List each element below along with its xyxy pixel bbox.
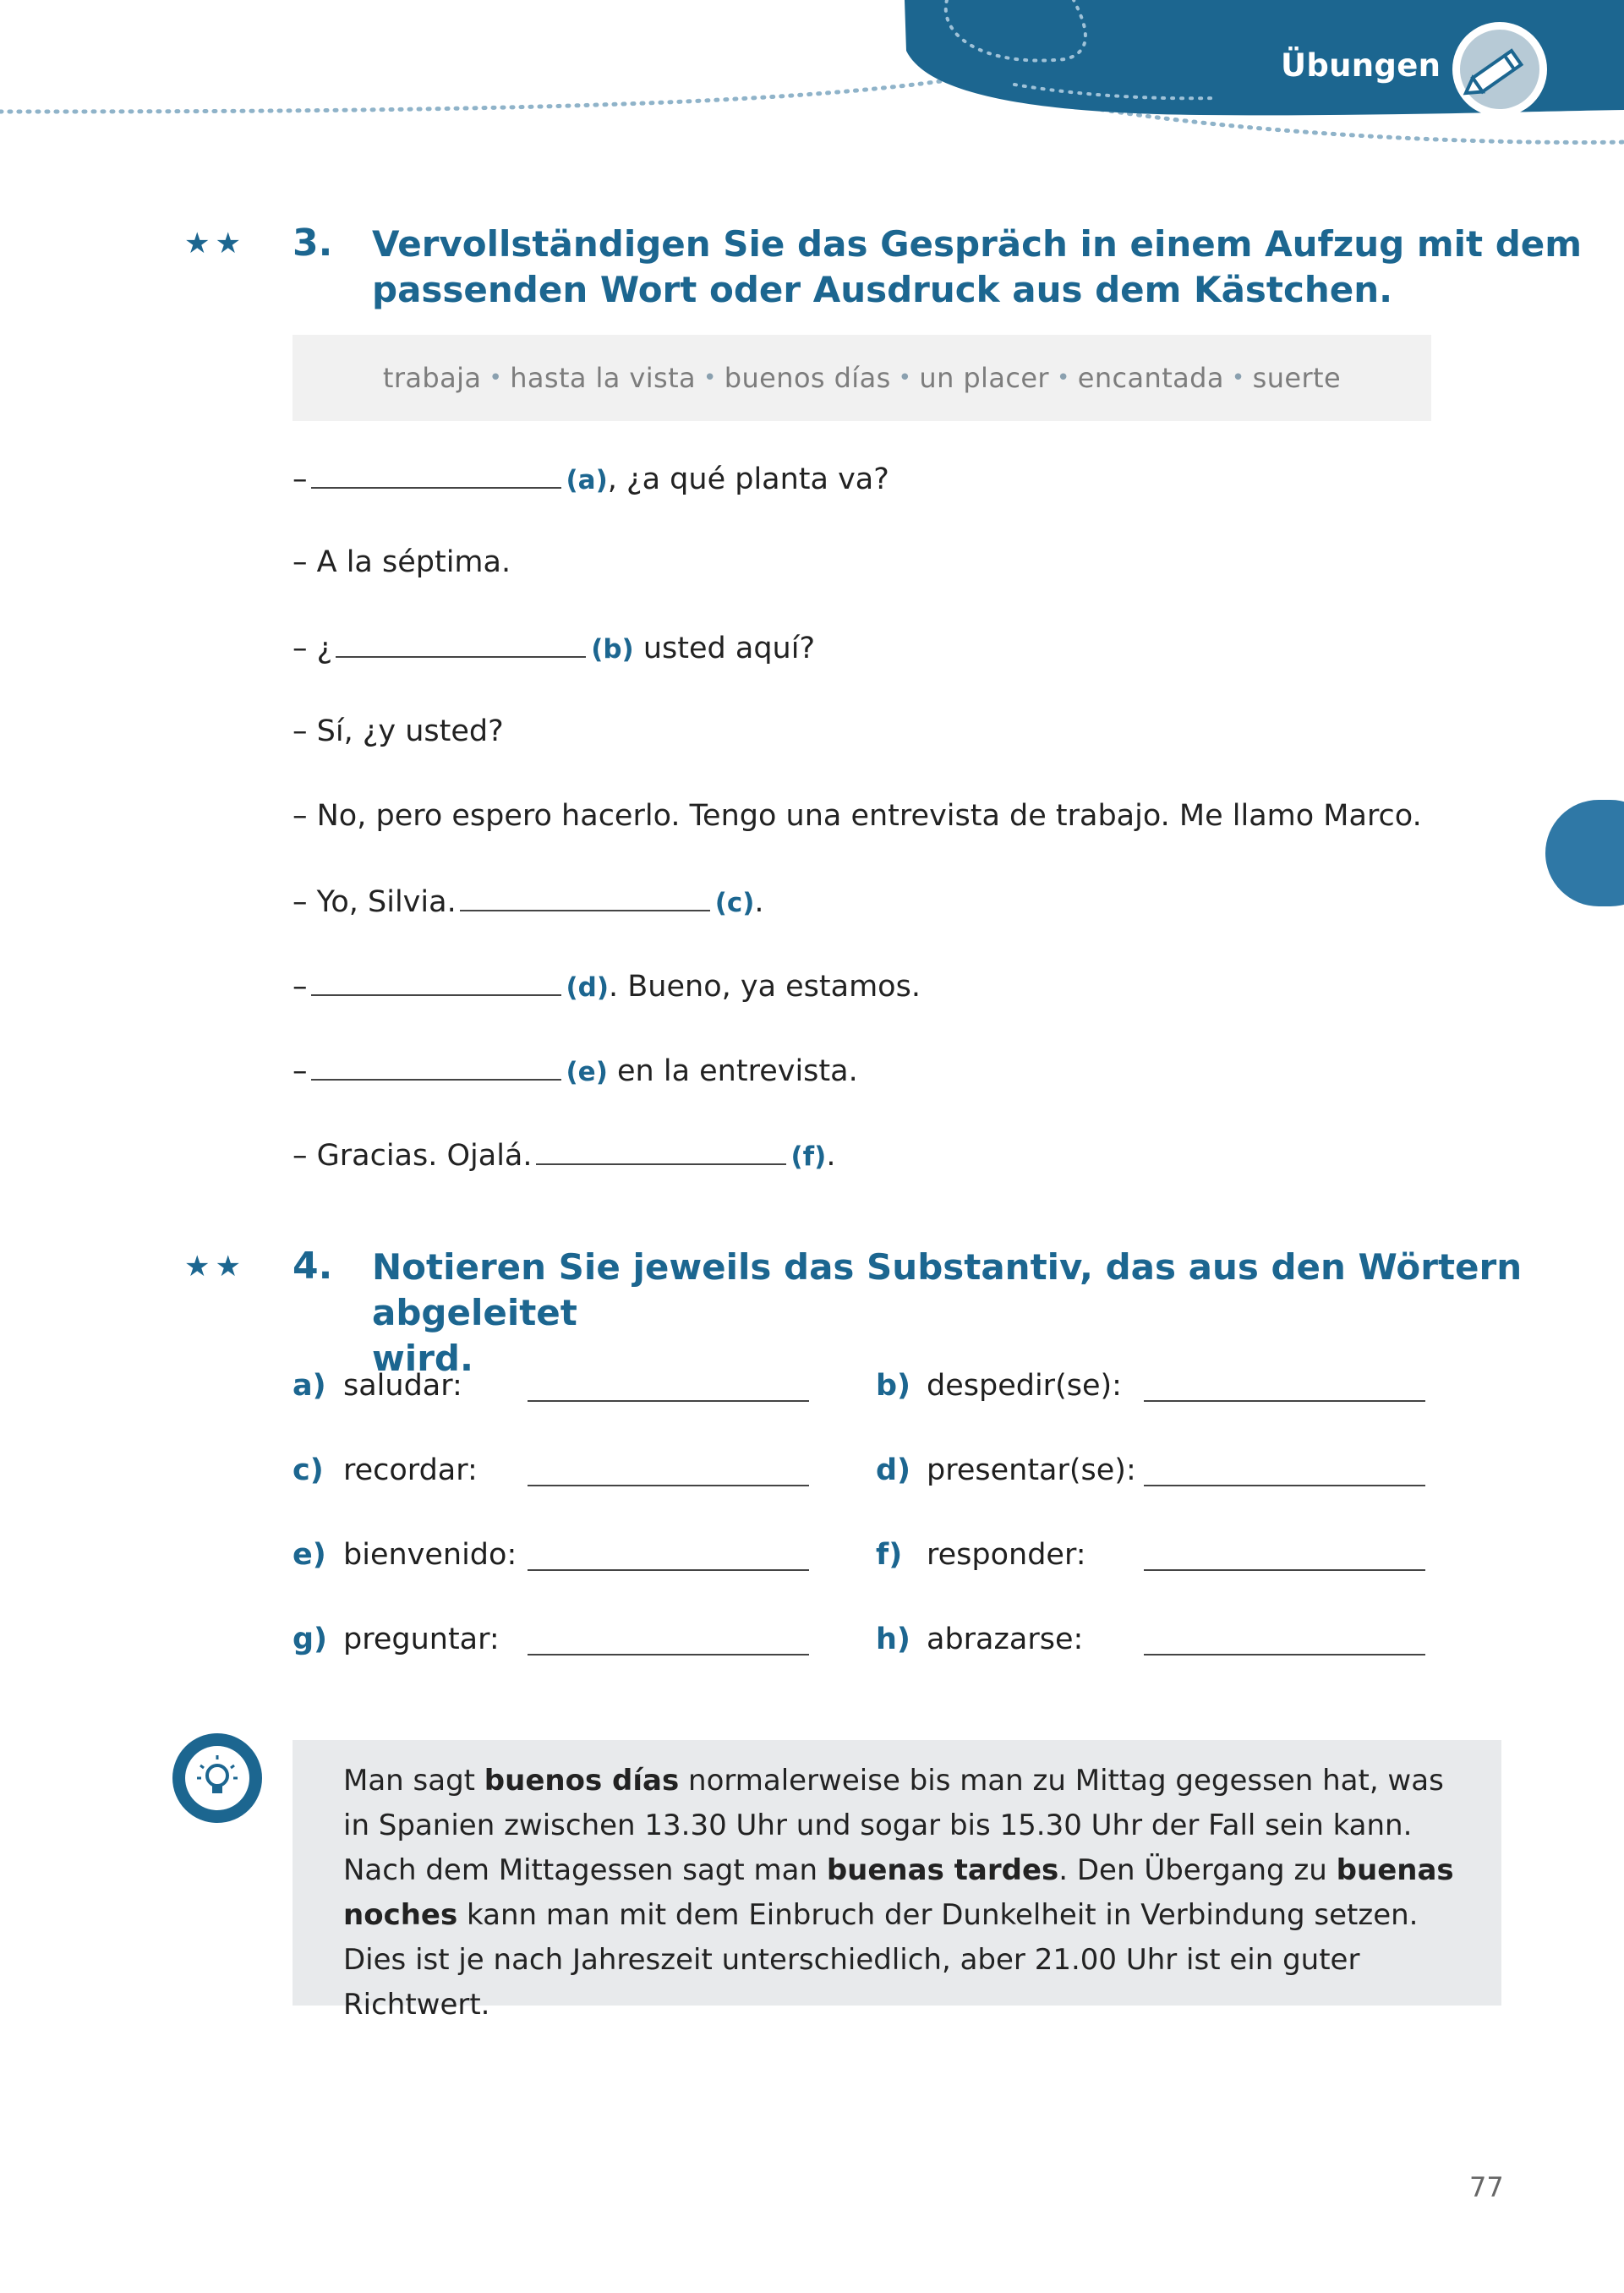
vocab-item: d) presentar(se): xyxy=(876,1453,1136,1487)
word-option: encantada xyxy=(1077,362,1224,394)
vocab-item: a) saludar: xyxy=(293,1369,462,1403)
vocab-item: c) recordar: xyxy=(293,1453,478,1487)
exercise-number: 3. xyxy=(293,222,333,265)
word-option: hasta la vista xyxy=(510,362,697,394)
answer-line[interactable] xyxy=(528,1400,809,1402)
answer-line[interactable] xyxy=(1144,1400,1425,1402)
difficulty-stars: ★★ xyxy=(184,227,246,260)
word-option: trabaja xyxy=(382,362,482,394)
answer-line[interactable] xyxy=(528,1485,809,1486)
dialogue-line: – ¿ (b) usted aquí? xyxy=(293,626,815,668)
dialogue-line: – Gracias. Ojalá. (f). xyxy=(293,1133,835,1175)
vocab-item: f) responder: xyxy=(876,1538,1086,1572)
word-box: trabaja • hasta la vista • buenos días • un placer • encantada • suerte xyxy=(293,335,1431,421)
dialogue-line: – (e) en la entrevista. xyxy=(293,1048,858,1091)
vocab-item: g) preguntar: xyxy=(293,1623,500,1656)
answer-blank[interactable] xyxy=(336,626,586,658)
word-option: buenos días xyxy=(724,362,891,394)
answer-blank[interactable] xyxy=(536,1133,786,1165)
dialogue-line: – No, pero espero hacerlo. Tengo una entrevista de trabajo. Me llamo Marco. xyxy=(293,799,1422,833)
page-number: 77 xyxy=(1469,2171,1504,2203)
tip-box: Man sagt buenos días normalerweise bis man zu Mittag gegessen hat, was in Spanien zwischen 13.30 Uhr und sogar bis 15.30 Uhr der Fall sein kann. Nach dem Mittagessen sagt man buenas tardes. Den Übergang zu buenas noches kann man mit dem Einbruch der Dunkelheit in Verbindung setzen. Dies ist je nach Jahreszeit unterschiedlich, aber 21.00 Uhr ist ein guter Richtwert. xyxy=(293,1740,1501,2006)
header-banner xyxy=(0,0,1624,169)
pencil-icon xyxy=(1452,22,1547,117)
word-option: un placer xyxy=(919,362,1049,394)
dialogue-line: – A la séptima. xyxy=(293,545,511,579)
section-title: Übungen xyxy=(1281,47,1441,84)
lightbulb-icon xyxy=(171,1732,264,1825)
dialogue-line: – Yo, Silvia. (c). xyxy=(293,879,764,922)
difficulty-stars: ★★ xyxy=(184,1250,246,1283)
exercise-instruction: Vervollständigen Sie das Gespräch in einem Aufzug mit dem passenden Wort oder Ausdruck aus dem Kästchen. xyxy=(372,223,1583,310)
page-tab-marker xyxy=(1545,800,1624,906)
dialogue-line: – Sí, ¿y usted? xyxy=(293,714,504,748)
vocab-item: e) bienvenido: xyxy=(293,1538,517,1572)
answer-line[interactable] xyxy=(528,1569,809,1571)
answer-line[interactable] xyxy=(1144,1654,1425,1655)
answer-blank[interactable] xyxy=(311,457,561,489)
dialogue-line: – (d). Bueno, ya estamos. xyxy=(293,964,921,1006)
vocab-item: b) despedir(se): xyxy=(876,1369,1122,1403)
answer-line[interactable] xyxy=(528,1654,809,1655)
answer-blank[interactable] xyxy=(311,1048,561,1081)
word-option: suerte xyxy=(1252,362,1342,394)
exercise-number: 4. xyxy=(293,1245,333,1288)
exercise-instruction: Notieren Sie jeweils das Substantiv, das aus den Wörtern abgeleitet wird. xyxy=(372,1246,1523,1379)
answer-blank[interactable] xyxy=(460,879,710,911)
dialogue-line: – (a), ¿a qué planta va? xyxy=(293,457,889,499)
answer-line[interactable] xyxy=(1144,1485,1425,1486)
answer-line[interactable] xyxy=(1144,1569,1425,1571)
vocab-item: h) abrazarse: xyxy=(876,1623,1084,1656)
answer-blank[interactable] xyxy=(311,964,561,996)
